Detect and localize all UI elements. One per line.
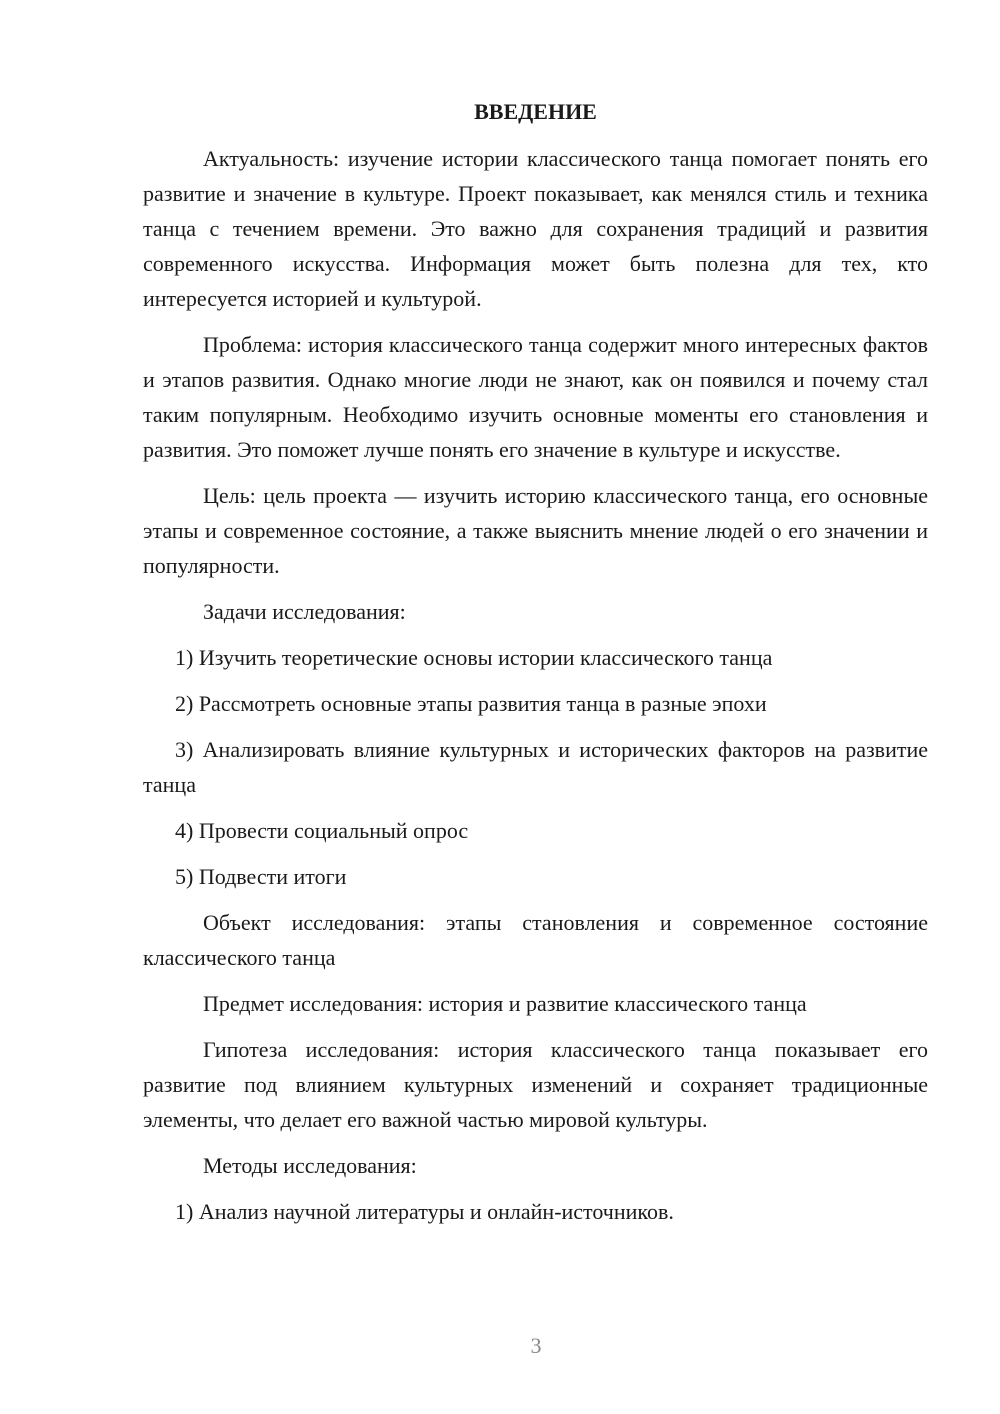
method-item: 1) Анализ научной литературы и онлайн-источников. bbox=[175, 1199, 674, 1224]
section-title: ВВЕДЕНИЕ bbox=[474, 99, 597, 124]
task-item: 1) Изучить теоретические основы истории классического танца bbox=[175, 645, 773, 670]
task-item: 3) Анализировать влияние культурных и исторических факторов на развитие танца bbox=[143, 737, 928, 797]
hypothesis-paragraph: Гипотеза исследования: история классического танца показывает его развитие под влиянием культурных изменений и сохраняет традиционные элементы, что делает его важной частью мировой культуры. bbox=[143, 1037, 928, 1132]
methods-heading: Методы исследования: bbox=[203, 1153, 417, 1178]
relevance-paragraph: Актуальность: изучение истории классического танца помогает понять его развитие и значение в культуре. Проект показывает, как менялся стиль и техника танца с течением времени. Это важно для сохранения традиций и развития современного искусства. Информация может быть полезна для тех, кто интересуется историей и культурой. bbox=[143, 146, 928, 311]
page-number: 3 bbox=[530, 1333, 542, 1358]
subject-paragraph: Предмет исследования: история и развитие классического танца bbox=[203, 991, 807, 1016]
goal-paragraph: Цель: цель проекта — изучить историю классического танца, его основные этапы и современное состояние, а также выяснить мнение людей о его значении и популярности. bbox=[143, 483, 928, 578]
object-paragraph: Объект исследования: этапы становления и современное состояние классического танца bbox=[143, 910, 928, 970]
problem-paragraph: Проблема: история классического танца содержит много интересных фактов и этапов развития. Однако многие люди не знают, как он появился и почему стал таким популярным. Необходимо изучить основные моменты его становления и развития. Это поможет лучше понять его значение в культуре и искусстве. bbox=[143, 332, 928, 462]
tasks-heading: Задачи исследования: bbox=[203, 599, 406, 624]
task-item: 2) Рассмотреть основные этапы развития танца в разные эпохи bbox=[175, 691, 767, 716]
task-item: 5) Подвести итоги bbox=[175, 864, 347, 889]
document-page bbox=[143, 94, 928, 1240]
task-item: 4) Провести социальный опрос bbox=[175, 818, 469, 843]
